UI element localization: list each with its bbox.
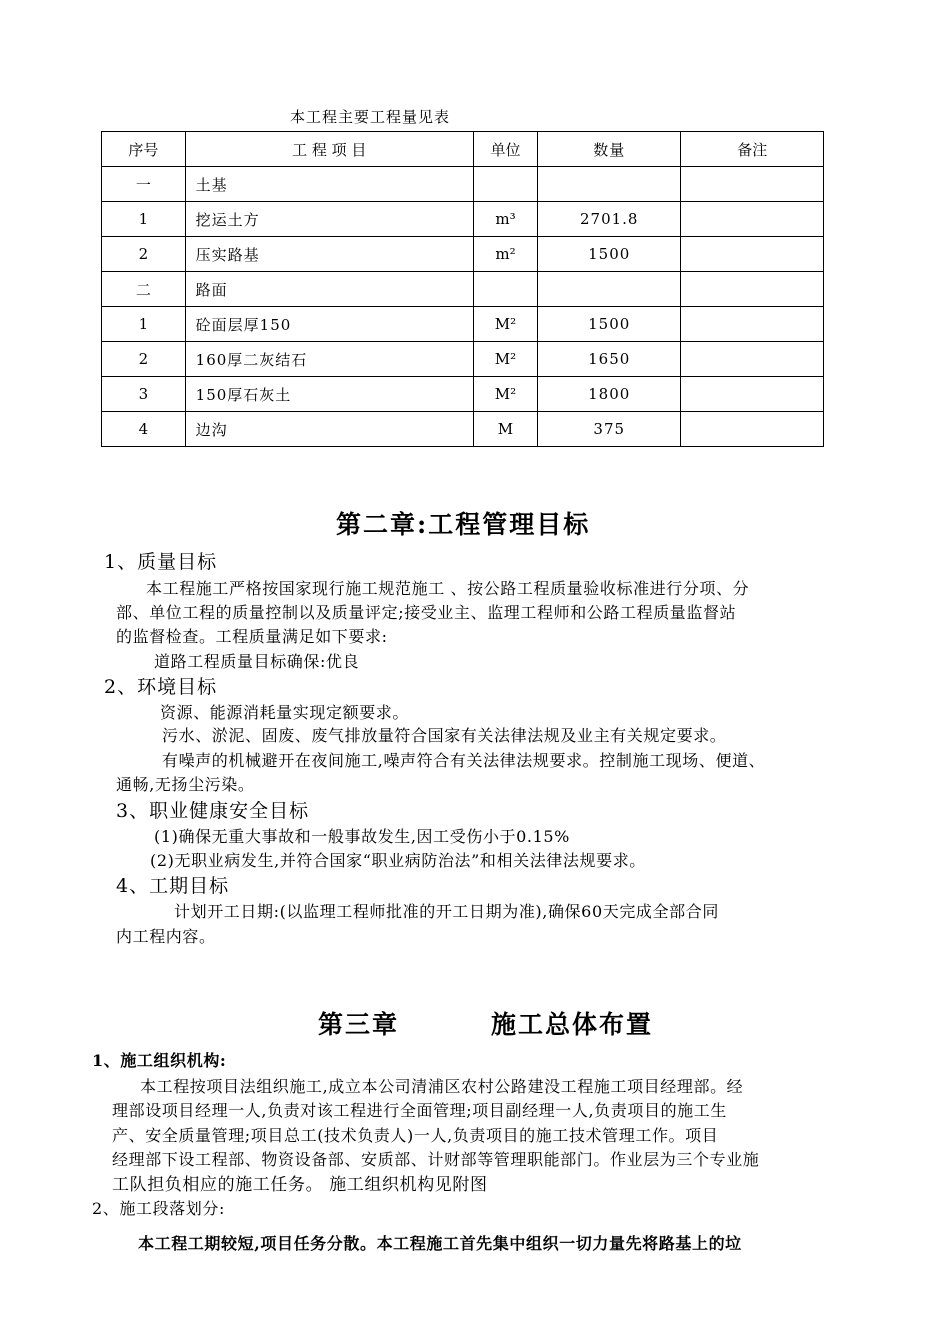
cell-qty: 1500 [538,237,681,272]
cell-item: 路面 [185,272,473,307]
segment-division-heading: 2、施工段落划分: [92,1199,225,1218]
paragraph-line: 部、单位工程的质量控制以及质量评定;接受业主、监理工程师和公路工程质量监督站 [116,603,737,622]
cell-note [681,307,824,342]
cell-note [681,342,824,377]
paragraph-line: 本工程按项目法组织施工,成立本公司清浦区农村公路建没工程施工项目经理部。经 [140,1077,744,1096]
paragraph-line: 计划开工日期:(以监理工程师批准的开工日期为准),确保60天完成全部合同 [174,902,719,921]
cell-qty: 375 [538,412,681,447]
cell-no: 2 [102,342,186,377]
quality-goal-heading: 1、质量目标 [104,551,218,573]
cell-item: 边沟 [185,412,473,447]
cell-no: 一 [102,167,186,202]
environment-goal-heading: 2、环境目标 [104,676,218,698]
table-row [102,377,824,412]
cell-unit [473,167,537,202]
cell-note [681,167,824,202]
paragraph-line: 的监督检查。工程质量满足如下要求: [116,627,388,646]
paragraph-line: 本工程施工严格按国家现行施工规范施工 、按公路工程质量验收标准进行分项、分 [146,579,750,598]
paragraph-line: 资源、能源消耗量实现定额要求。 [160,703,410,722]
cell-no: 4 [102,412,186,447]
cell-no: 二 [102,272,186,307]
cell-qty: 1800 [538,377,681,412]
chapter2-title: 第二章:工程管理目标 [336,510,591,539]
organization-heading: 1、施工组织机构: [92,1051,227,1070]
cell-note [681,237,824,272]
cell-item: 挖运土方 [185,202,473,237]
cell-note [681,377,824,412]
cell-unit [473,272,537,307]
table-header-row [102,132,824,167]
paragraph-line: 理部设项目经理一人,负责对该工程进行全面管理;项目副经理一人,负责项目的施工生 [112,1101,727,1120]
header-no: 序号 [102,132,186,167]
header-item: 工 程 项 目 [185,132,473,167]
chapter3-title: 施工总体布置 [491,1010,654,1039]
health-safety-goal-heading: 3、职业健康安全目标 [116,800,310,822]
cell-no: 2 [102,237,186,272]
cell-item: 160厚二灰结石 [185,342,473,377]
table-row [102,167,824,202]
table-row [102,237,824,272]
table-row [102,272,824,307]
cell-unit: m³ [473,202,537,237]
schedule-goal-heading: 4、工期目标 [116,875,230,897]
paragraph-line: 工队担负相应的施工任务。 施工组织机构见附图 [112,1175,488,1195]
cell-qty [538,272,681,307]
paragraph-line: 通畅,无扬尘污染。 [116,775,255,794]
quantity-table [101,131,824,447]
paragraph-line: 本工程工期较短,项目任务分散。本工程施工首先集中组织一切力量先将路基上的垃 [138,1234,742,1253]
paragraph-line: 经理部下设工程部、物资设备部、安质部、计财部等管理职能部门。作业层为三个专业施 [112,1150,760,1169]
cell-note [681,412,824,447]
cell-item: 土基 [185,167,473,202]
cell-unit: M² [473,342,537,377]
table-row [102,412,824,447]
cell-unit: M² [473,307,537,342]
cell-qty: 1500 [538,307,681,342]
header-qty: 数量 [538,132,681,167]
cell-item: 压实路基 [185,237,473,272]
paragraph-line: (2)无职业病发生,并符合国家“职业病防治法”和相关法律法规要求。 [150,851,646,870]
cell-unit: M [473,412,537,447]
paragraph-line: 道路工程质量目标确保:优良 [154,652,360,671]
cell-note [681,272,824,307]
paragraph-line: 产、安全质量管理;项目总工(技术负责人)一人,负责项目的施工技术管理工作。项目 [112,1126,719,1145]
table-row [102,202,824,237]
cell-qty: 1650 [538,342,681,377]
paragraph-line: 污水、淤泥、固废、废气排放量符合国家有关法律法规及业主有关规定要求。 [162,726,727,745]
cell-item: 砼面层厚150 [185,307,473,342]
table-row [102,307,824,342]
cell-no: 1 [102,307,186,342]
paragraph-line: 有噪声的机械避开在夜间施工,噪声符合有关法律法规要求。控制施工现场、便道、 [162,751,766,770]
cell-no: 3 [102,377,186,412]
header-note: 备注 [681,132,824,167]
paragraph-line: 内工程内容。 [116,927,216,946]
cell-unit: M² [473,377,537,412]
cell-no: 1 [102,202,186,237]
table-row [102,342,824,377]
chapter3-number: 第三章 [318,1010,400,1039]
paragraph-line: (1)确保无重大事故和一般事故发生,因工受伤小于0.15% [154,827,570,846]
cell-item: 150厚石灰土 [185,377,473,412]
cell-qty [538,167,681,202]
header-unit: 单位 [473,132,537,167]
cell-note [681,202,824,237]
cell-unit: m² [473,237,537,272]
table-caption: 本工程主要工程量见表 [290,108,451,126]
cell-qty: 2701.8 [538,202,681,237]
